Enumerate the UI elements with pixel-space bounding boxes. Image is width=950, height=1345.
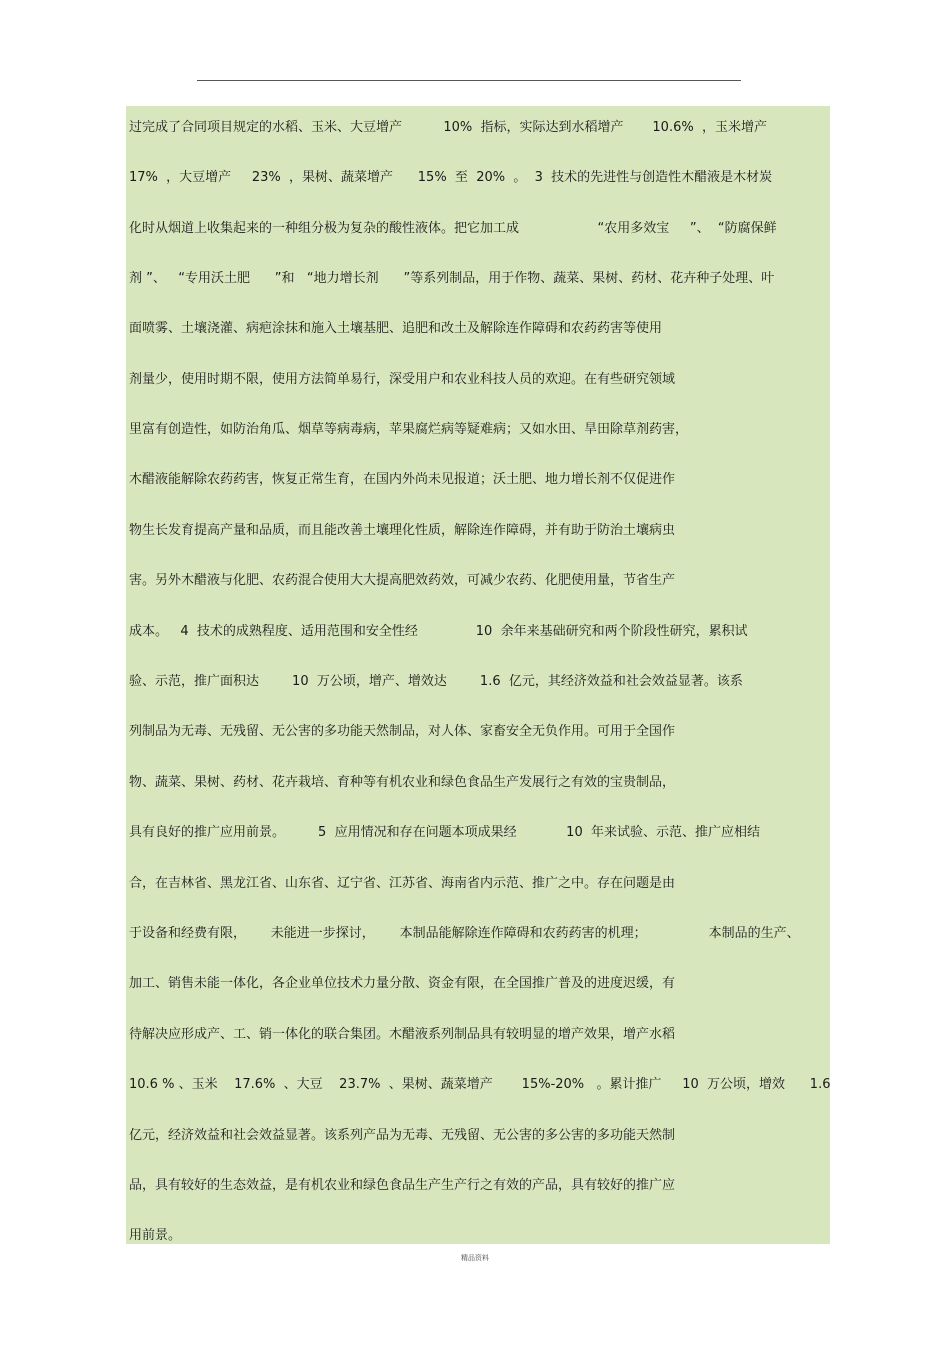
text-line: 物生长发育提高产量和品质，而且能改善土壤理化性质，解除连作障碍，并有助于防治土壤病虫 — [129, 523, 676, 538]
text-line: 于设备和经费有限， 未能进一步探讨， 本制品能解除连作障碍和农药药害的机理； 本制品的生产、 — [129, 926, 800, 941]
text-line: 害。另外木醋液与化肥、农药混合使用大大提高肥效药效，可减少农药、化肥使用量，节省生产 — [129, 573, 676, 588]
text-line: 列制品为无毒、无残留、无公害的多功能天然制品，对人体、家畜安全无负作用。可用于全国作 — [129, 724, 676, 739]
text-line: 17% ，大豆增产 23% ，果树、蔬菜增产 15% 至 20% 。 3 技术的先进性与创造性木醋液是木材炭 — [129, 170, 773, 185]
text-line: 物、蔬菜、果树、药材、花卉栽培、育种等有机农业和绿色食品生产发展行之有效的宝贵制品， — [129, 775, 676, 790]
text-line: 用前景。 — [129, 1228, 182, 1243]
text-line: 面喷雾、土壤浇灌、病疤涂抹和施入土壤基肥、追肥和改土及解除连作障碍和农药药害等使用 — [129, 321, 663, 336]
page-footer: 精品资料 — [461, 1254, 489, 1262]
text-line: 木醋液能解除农药药害，恢复正常生育，在国内外尚未见报道；沃土肥、地力增长剂不仅促进作 — [129, 472, 676, 487]
text-line: 待解决应形成产、工、销一体化的联合集团。木醋液系列制品具有较明显的增产效果，增产水稻 — [129, 1027, 676, 1042]
text-line: 过完成了合同项目规定的水稻、玉米、大豆增产 10% 指标，实际达到水稻增产 10.6% ，玉米增产 — [129, 120, 767, 135]
text-line: 亿元，经济效益和社会效益显著。该系列产品为无毒、无残留、无公害的多公害的多功能天然制 — [129, 1128, 676, 1143]
text-line: 加工、销售未能一体化，各企业单位技术力量分散、资金有限，在全国推广普及的进度迟缓，有 — [129, 976, 676, 991]
text-line: 化时从烟道上收集起来的一种组分极为复杂的酸性液体。把它加工成 “农用多效宝 ”、 “防腐保鲜 — [129, 221, 777, 236]
highlighted-text-block — [126, 106, 830, 1244]
header-rule — [197, 80, 741, 81]
text-line: 剂量少，使用时期不限，使用方法简单易行，深受用户和农业科技人员的欢迎。在有些研究领域 — [129, 372, 676, 387]
text-line: 合，在吉林省、黑龙江省、山东省、辽宁省、江苏省、海南省内示范、推广之中。存在问题是由 — [129, 876, 676, 891]
text-line: 品，具有较好的生态效益，是有机农业和绿色食品生产生产行之有效的产品，具有较好的推广应 — [129, 1178, 676, 1193]
text-line: 剂 ”、 “专用沃土肥 ”和 “地力增长剂 ”等系列制品，用于作物、蔬菜、果树、药材、花卉种子处理、叶 — [129, 271, 775, 286]
text-line: 里富有创造性，如防治角瓜、烟草等病毒病，苹果腐烂病等疑难病；又如水田、旱田除草剂药害， — [129, 422, 689, 437]
text-line: 验、示范，推广面积达 10 万公顷，增产、增效达 1.6 亿元，其经济效益和社会效益显著。该系 — [129, 674, 743, 689]
text-line: 10.6 % 、玉米 17.6% 、大豆 23.7% 、果树、蔬菜增产 15%-20% 。累计推广 10 万公顷，增效 1.6 — [129, 1077, 830, 1092]
text-line: 成本。 4 技术的成熟程度、适用范围和安全性经 10 余年来基础研究和两个阶段性研究，累积试 — [129, 624, 748, 639]
text-line: 具有良好的推广应用前景。 5 应用情况和存在问题本项成果经 10 年来试验、示范、推广应相结 — [129, 825, 760, 840]
